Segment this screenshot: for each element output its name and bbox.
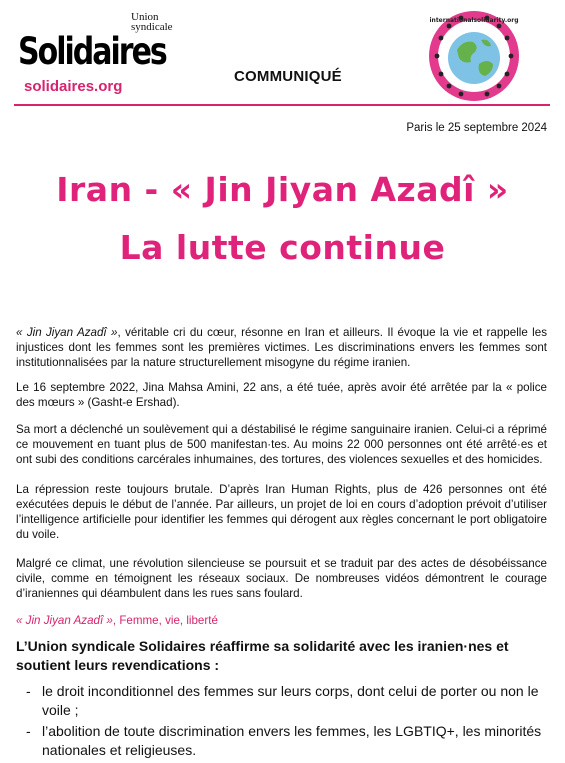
logo-url: solidaires.org [24, 78, 123, 95]
paragraph-1-slogan: « Jin Jiyan Azadî » [16, 326, 118, 339]
paragraph-1-text: , véritable cri du cœur, résonne en Iran et ailleurs. Il évoque la vie et rappelle les injustices dont les femmes sont les premières victimes. Les discriminations envers les femmes sont institutionnalisées par la nature structurellement misogyne du régime iranien. [16, 326, 547, 369]
title-line-1: Iran - « Jin Jiyan Azadî » [56, 170, 509, 209]
logo-syndicale-text: syndicale [131, 21, 173, 33]
header-divider [14, 104, 550, 106]
solidaires-logo [18, 12, 178, 98]
badge-text: internationalsolidarity.org [429, 17, 519, 24]
demand-2: l’abolition de toute discrimination envers les femmes, les LGBTIQ+, les minorités nationales et religieuses. [42, 723, 542, 758]
list-item [16, 722, 547, 760]
title-line-2: La lutte continue [119, 228, 446, 267]
dash-bullet-icon: - [26, 723, 31, 739]
document-type: COMMUNIQUÉ [234, 68, 342, 85]
international-solidarity-badge-icon [419, 8, 529, 104]
document-date: Paris le 25 septembre 2024 [406, 122, 547, 134]
paragraph-4: La répression reste toujours brutale. D’après Iran Human Rights, plus de 426 personnes ont été exécutées depuis le début de l’année. Par ailleurs, un projet de loi en cours d’adoption prévoit d’utiliser l’intelligence artificielle pour identifier les femmes qui dérogent aux règles concernant le port obligatoire du voile. [16, 483, 547, 541]
slogan-line [16, 614, 218, 627]
solidarity-statement: L’Union syndicale Solidaires réaffirme sa solidarité avec les iranien·nes et soutient leurs revendications : [16, 638, 509, 673]
demands-list [16, 682, 547, 762]
paragraph-2: Le 16 septembre 2022, Jina Mahsa Amini, 22 ans, a été tuée, après avoir été arrêtée par la « police des mœurs » (Gasht-e Ershad). [16, 381, 547, 409]
logo-union-text: Union [131, 11, 159, 23]
logo-wordmark: Solidaires [18, 30, 166, 74]
slogan-em: « Jin Jiyan Azadî » [16, 614, 113, 627]
slogan-rest: , Femme, vie, liberté [112, 614, 218, 627]
paragraph-3: Sa mort a déclenché un soulèvement qui a déstabilisé le régime sanguinaire iranien. Celui-ci a réprimé ce mouvement en tuant plus de 500 manifestan·tes. Au moins 22 000 personnes ont été arrêté·es et ont subi des conditions carcérales inhumaines, des tortures, des violences sexuelles et des homicides. [16, 423, 547, 466]
dash-bullet-icon: - [26, 683, 31, 699]
paragraph-5: Malgré ce climat, une révolution silencieuse se poursuit et se traduit par des actes de désobéissance civile, comme en témoignent les réseaux sociaux. De nombreuses vidéos démontrent le courage d’iraniennes qui déambulent dans les rues sans foulard. [16, 557, 547, 600]
paragraph-1 [16, 325, 547, 370]
logo-union-syndicale [131, 12, 173, 32]
list-item [16, 682, 547, 720]
demand-1: le droit inconditionnel des femmes sur leurs corps, dont celui de porter ou non le voile ; [42, 683, 539, 718]
